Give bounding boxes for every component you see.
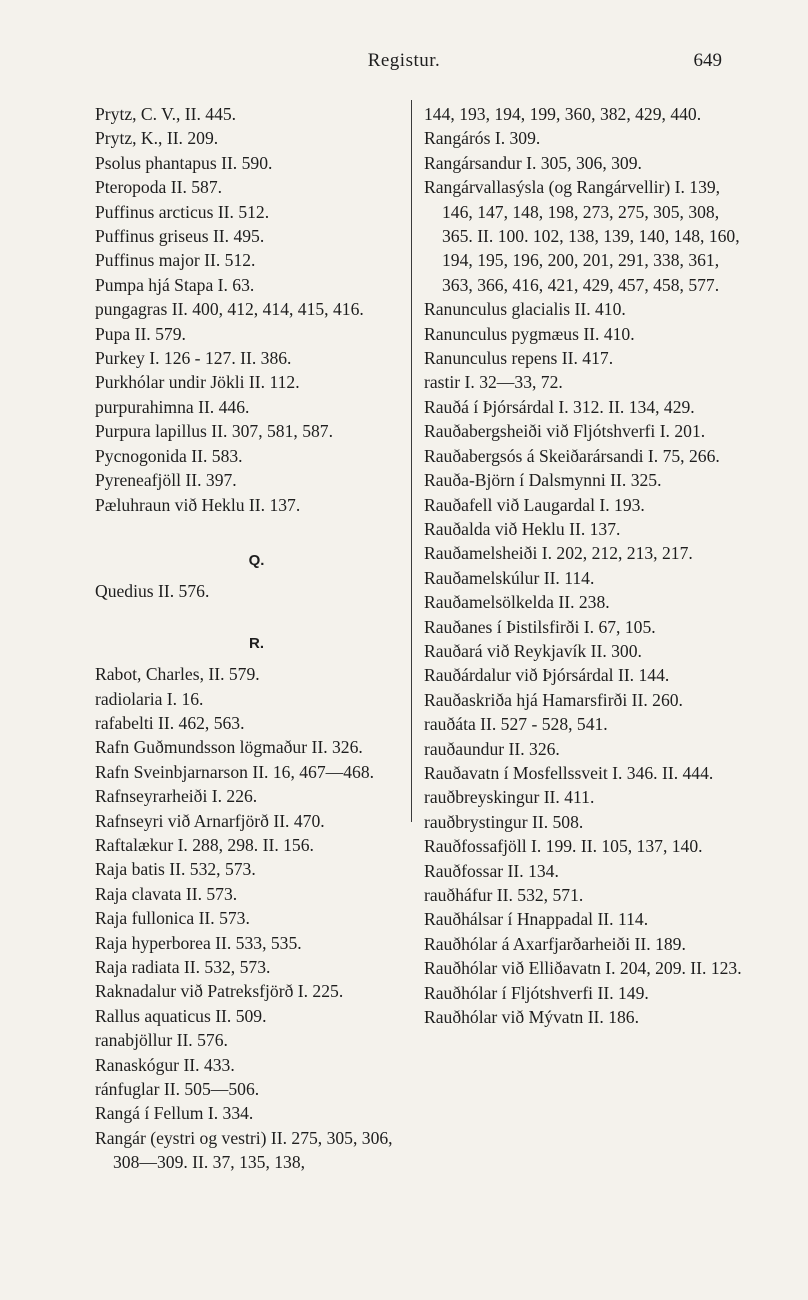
index-entry: Rauðanes í Þistilsfirði I. 67, 105. [424, 616, 656, 637]
index-entry: Purpura lapillus II. 307, 581, 587. [95, 421, 333, 442]
index-entry: Rauðárdalur við Þjórsárdal II. 144. [424, 665, 670, 686]
index-entry: Rafn Guðmundsson lögmaður II. 326. [95, 737, 363, 758]
index-entry: Raja clavata II. 573. [95, 883, 238, 904]
index-entry: Rauðavatn í Mosfellssveit I. 346. II. 444. [424, 762, 714, 783]
index-entry: Rauðamelskúlur II. 114. [424, 567, 595, 588]
index-entry: Rauðhólar á Axarfjarðarheiði II. 189. [424, 933, 686, 954]
section-heading-q: Q. [248, 551, 265, 569]
index-entry: Rangá í Fellum I. 334. [95, 1103, 254, 1124]
index-entry: Quedius II. 576. [95, 581, 210, 602]
index-entry: purpurahimna II. 446. [95, 396, 250, 417]
index-entry: Rauðamelsheiði I. 202, 212, 213, 217. [424, 543, 693, 564]
index-entry: Psolus phantapus II. 590. [95, 152, 273, 173]
column-divider [411, 100, 412, 822]
index-entry: Prytz, C. V., II. 445. [95, 104, 237, 124]
index-entry: ránfuglar II. 505—506. [95, 1079, 260, 1100]
index-entry: pungagras II. 400, 412, 414, 415, 416. [95, 299, 364, 320]
index-entry: rauðháfur II. 532, 571. [424, 885, 584, 905]
index-entry: Ranaskógur II. 433. [95, 1054, 235, 1075]
index-entry: rafabelti II. 462, 563. [95, 712, 245, 733]
index-entry: Ranunculus glacialis II. 410. [424, 299, 626, 320]
index-entry: Rauðfossafjöll I. 199. II. 105, 137, 140. [424, 836, 703, 857]
index-entry: Rauðfossar II. 134. [424, 860, 559, 881]
index-entry: Rauðhálsar í Hnappadal II. 114. [424, 909, 649, 930]
index-entry: Rauðabergsós á Skeiðarársandi I. 75, 266. [424, 445, 720, 466]
index-entry: Rabot, Charles, II. 579. [95, 664, 260, 685]
index-entry: Rauðaskriða hjá Hamarsfirði II. 260. [424, 689, 683, 710]
index-entry: Ranunculus pygmæus II. 410. [424, 323, 635, 344]
index-entry: Raja radiata II. 532, 573. [95, 957, 271, 977]
p-entries [95, 102, 400, 517]
right-entries [424, 102, 744, 1029]
index-entry: Rauðalda við Heklu II. 137. [424, 518, 621, 539]
index-entry: Rauða-Björn í Dalsmynni II. 325. [424, 470, 662, 491]
left-column [95, 102, 400, 1175]
index-entry: rauðáta II. 527 - 528, 541. [424, 714, 608, 735]
index-entry: 144, 193, 194, 199, 360, 382, 429, 440. [424, 104, 702, 124]
index-entry: Raja fullonica II. 573. [95, 908, 250, 929]
index-entry: Purkhólar undir Jökli II. 112. [95, 372, 300, 393]
index-entry: Raja hyperborea II. 533, 535. [95, 932, 302, 953]
index-entry: Rangársandur I. 305, 306, 309. [424, 152, 642, 173]
page-title: Registur. [367, 50, 441, 71]
index-entry: Puffinus major II. 512. [95, 250, 256, 271]
index-entry: Raftalækur I. 288, 298. II. 156. [95, 834, 314, 855]
section-heading-r: R. [249, 634, 264, 652]
index-entry: rauðaundur II. 326. [424, 738, 560, 759]
index-entry: Rauðafell við Laugardal I. 193. [424, 494, 645, 515]
q-entries [95, 579, 400, 603]
index-entry: Puffinus arcticus II. 512. [95, 201, 270, 222]
index-entry: Pumpa hjá Stapa I. 63. [95, 274, 255, 295]
index-entry: Pæluhraun við Heklu II. 137. [95, 494, 301, 515]
index-entry: radiolaria I. 16. [95, 688, 204, 709]
index-entry: Rafnseyrarheiði I. 226. [95, 786, 258, 807]
index-entry: Rauðará við Reykjavík II. 300. [424, 640, 642, 661]
right-column [424, 102, 744, 1029]
index-entry: Rauðamelsölkelda II. 238. [424, 592, 610, 613]
index-entry: Pupa II. 579. [95, 323, 186, 344]
r-entries [95, 662, 400, 1175]
index-entry: Rauðabergsheiði við Fljótshverfi I. 201. [424, 421, 706, 442]
page-number: 649 [693, 50, 722, 71]
index-entry: Rauðhólar við Mývatn II. 186. [424, 1007, 639, 1028]
index-entry: Pyreneafjöll II. 397. [95, 470, 237, 491]
index-entry: Rangár (eystri og vestri) II. 275, 305, 306, 308—309. II. 37, 135, 138, [95, 1127, 393, 1173]
index-entry: Raja batis II. 532, 573. [95, 859, 256, 880]
page-header [0, 50, 808, 80]
index-entry: Rafnseyri við Arnarfjörð II. 470. [95, 810, 325, 831]
index-entry: Pycnogonida II. 583. [95, 445, 243, 466]
index-entry: Prytz, K., II. 209. [95, 128, 219, 149]
index-entry: Rallus aquaticus II. 509. [95, 1005, 267, 1026]
index-entry: Rauðhólar við Elliðavatn I. 204, 209. II. 123. [424, 958, 742, 979]
index-entry: rauðbrystingur II. 508. [424, 811, 584, 832]
index-entry: Rauðhólar í Fljótshverfi II. 149. [424, 982, 649, 1003]
index-entry: Rangárvallasýsla (og Rangárvellir) I. 139, 146, 147, 148, 198, 273, 275, 305, 308, 365. II. 100. 102, 138, 139, 140, 148, 160, 194, 195, 196, 200, 201, 291, 338, 361, 363, 366, 416, 421, 429, 457, 458, 577. [424, 177, 740, 295]
index-entry: rastir I. 32—33, 72. [424, 372, 563, 393]
index-entry: Ranunculus repens II. 417. [424, 348, 614, 369]
index-entry: Pteropoda II. 587. [95, 177, 223, 198]
index-entry: Raknadalur við Patreksfjörð I. 225. [95, 981, 344, 1002]
index-entry: rauðbreyskingur II. 411. [424, 787, 595, 808]
index-entry: Rauðá í Þjórsárdal I. 312. II. 134, 429. [424, 396, 695, 417]
index-entry: Rangárós I. 309. [424, 128, 541, 149]
index-entry: Puffinus griseus II. 495. [95, 226, 265, 247]
index-entry: Purkey I. 126 - 127. II. 386. [95, 348, 292, 369]
index-entry: ranabjöllur II. 576. [95, 1030, 228, 1051]
index-entry: Rafn Sveinbjarnarson II. 16, 467—468. [95, 761, 375, 782]
